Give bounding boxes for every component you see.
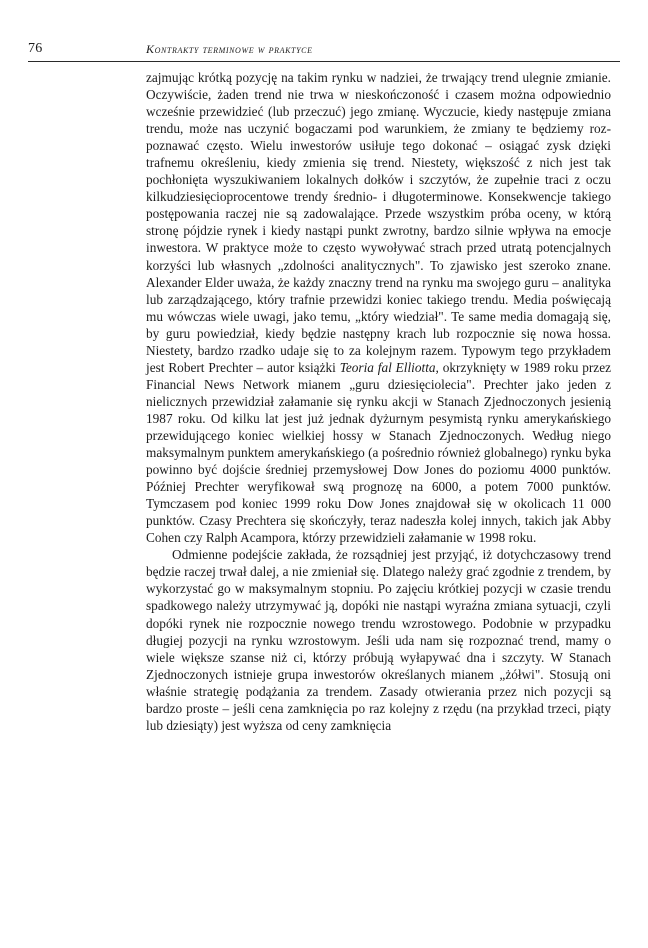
paragraph-1 — [146, 69, 611, 546]
body-text — [146, 69, 611, 734]
book-title: Teoria fal Elliotta, — [339, 359, 439, 375]
paragraph-1-text-end: okrzyknięty w 1989 roku przez Financial News Network mianem „guru dziesięciolecia". Prechter jako jeden z nielicznych przewidział załamanie się rynku akcji w Stanach Zjednoczonych jesienią 1987 roku. Od kilku lat jest już jednak dyżurnym pesymistą rynku amerykańskiego przewidującego koniec wielkiej hossy w Stanach Zjednoczonych. Według niego maksymalnym punktem amerykańskiego (a pośrednio również globalnego) rynku byka powinno być dojście średniej przemysłowej Dow Jones do poziomu 4000 punktów. Później Prechter weryfikował swą prognozę na 6000, a potem 7000 punktów. Tymczasem pod koniec 1999 roku Dow Jones znajdował się w okolicach 11 000 punktów. Czasy Prechtera się skończyły, teraz nadeszła kolej innych, takich jak Abby Cohen czy Ralph Acampora, którzy przewidzieli załamanie w 1998 roku. — [146, 359, 611, 546]
running-header — [28, 41, 620, 62]
paragraph-1-text-start: zajmując krótką pozycję na takim rynku w nadziei, że trwający trend ulegnie zmianie. Oczywiście, żaden trend nie trwa w nieskończoność i czasem można odpowiednio wcześnie przewidzieć (lub przeczuć) jego zmianę. Wyczucie, kiedy następuje zmiana trendu, może nas uczynić bogaczami pod warunkiem, że zmiany te będziemy rozpoznawać często. Wielu inwestorów usiłuje tego dokonać – osiągać zysk dzięki trafnemu określeniu, kiedy zmienia się trend. Niestety, większość z nich jest tak pochłonięta wyszukiwaniem lokalnych dołków i szczytów, że zupełnie traci z oczu kilkudziesięcioprocentowe trendy średnio- i długoterminowe. Konsekwencje takiego postępowania raczej nie są zadowalające. Przede wszystkim próba oceny, w którą stronę pójdzie rynek i kiedy nastąpi punkt zwrotny, bardzo silnie wpływa na emocje inwestora. W praktyce może to często wywoływać strach przed utratą potencjalnych korzyści lub własnych „zdolności analitycznych". To zjawisko jest szeroko znane. Alexander Elder uważa, że każdy znaczny trend na rynku ma swojego guru – analityka lub zarządzającego, który trafnie przewidzi koniec takiego trendu. Media poświęcają mu wówczas wiele uwagi, jako temu, „który wiedział". Te same media domagają się, by guru powiedział, kiedy będzie następny krach lub rozpocznie się nowa hossa. Niestety, bardzo rzadko udaje się to za kolejnym razem. Typowym tego przykładem jest Robert Prechter – autor książki — [146, 70, 611, 375]
running-header-title: Kontrakty terminowe w praktyce — [146, 42, 313, 56]
page-number: 76 — [28, 41, 43, 56]
paragraph-2: Odmienne podejście zakłada, że rozsądniej jest przyjąć, iż dotychczasowy trend będzie raczej trwał dalej, a nie zmieniał się. Dlatego należy grać zgodnie z trendem, by wykorzystać go w maksymalnym stopniu. Po zajęciu krótkiej pozycji w czasie trendu spadkowego należy utrzymywać ją, dopóki nie nastąpi wyraźna zmiana sytuacji, czyli dopóki rynek nie rozpocznie nowego trendu wzrostowego. Podobnie w przypadku długiej pozycji na rynku wzrostowym. Jeśli uda nam się rozpoznać trend, mamy o wiele większe szanse niż ci, którzy próbują wyłapywać dna i szczyty. W Stanach Zjednoczonych istnieje grupa inwestorów określanych mianem „żółwi". Stosują oni właśnie strategię podążania za trendem. Zasady otwierania przez nich pozycji są bardzo proste – jeśli cena zamknięcia po raz kolejny z rzędu (na przykład trzeci, piąty lub dziesiąty) jest wyższa od ceny zamknięcia — [146, 547, 611, 733]
